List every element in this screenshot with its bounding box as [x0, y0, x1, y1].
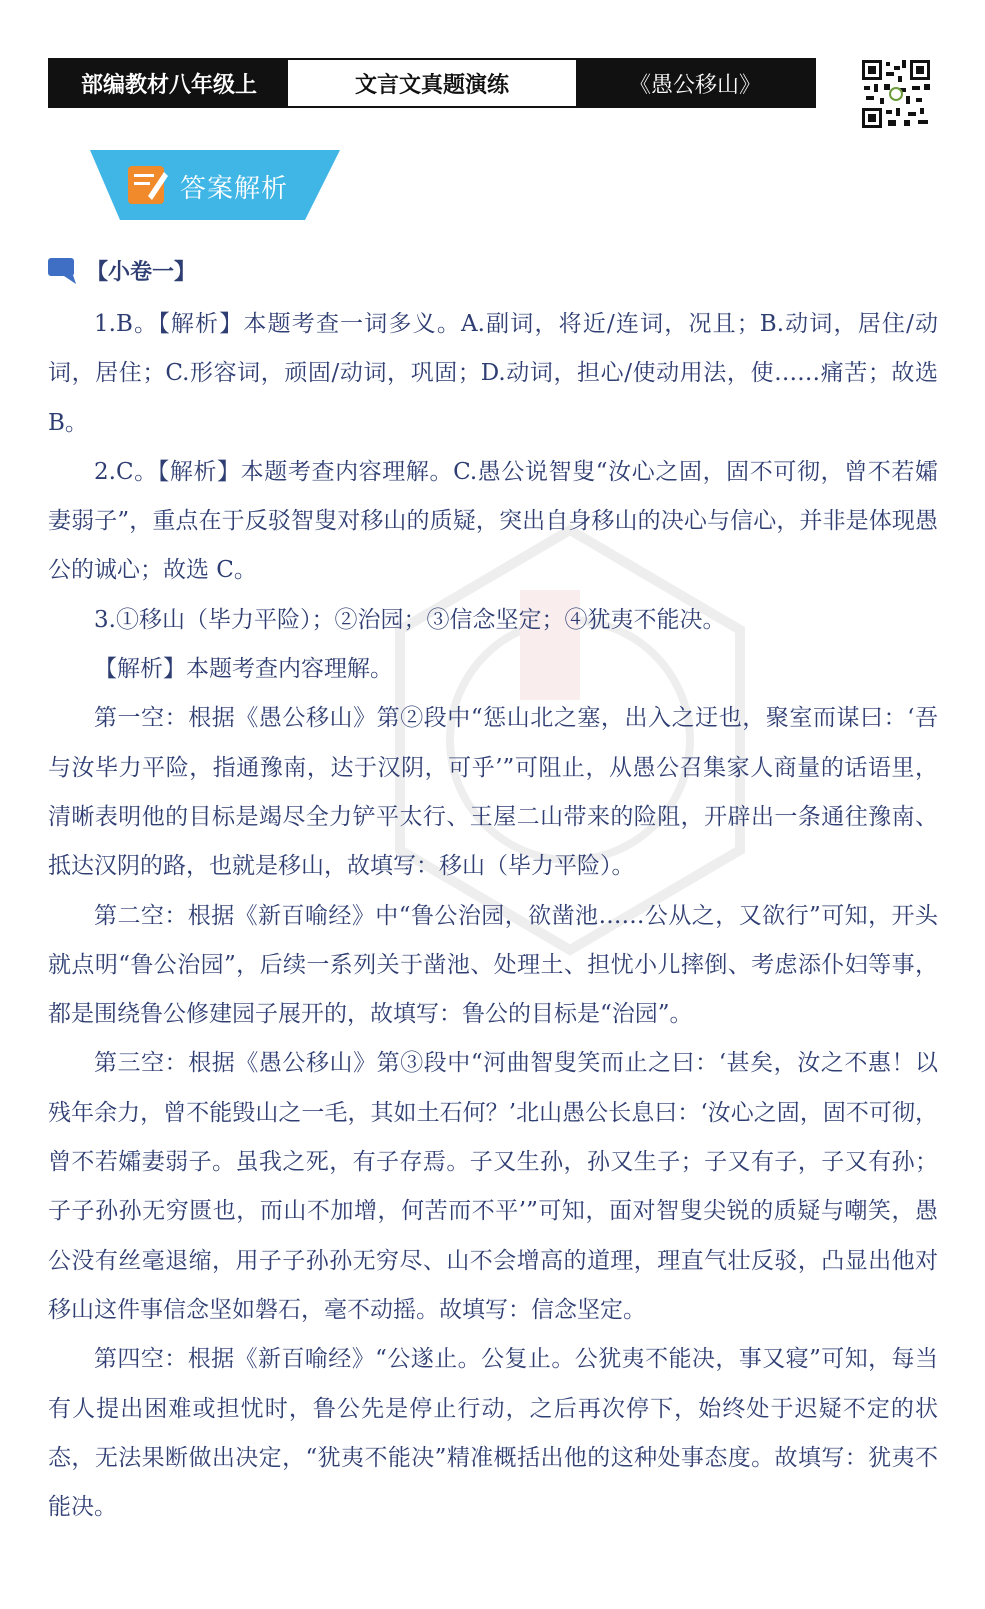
- banner-label: 答案解析: [180, 174, 289, 204]
- answer-content: [48, 300, 938, 1532]
- section-label: 【小卷一】: [86, 260, 197, 285]
- answer-paragraph: 3.①移山（毕力平险）；②治园；③信念坚定；④犹夷不能决。: [94, 606, 726, 633]
- header-grade: 部编教材八年级上: [50, 60, 288, 106]
- header-bar: [48, 58, 816, 108]
- answer-paragraph: 【解析】本题考查内容理解。: [94, 656, 393, 683]
- section-title: [48, 255, 196, 286]
- qr-code-icon: [860, 58, 932, 130]
- answer-paragraph: 第四空：根据《新百喻经》“公遂止。公复止。公犹夷不能决，事又寝”可知，每当有人提出困难或担忧时，鲁公先是停止行动，之后再次停下，始终处于迟疑不定的状态，无法果断做出决定，“犹夷不能决”精准概括出他的这种处事态度。故填写：犹夷不能决。: [48, 1346, 938, 1521]
- answer-paragraph: 2.C。【解析】本题考查内容理解。C.愚公说智叟“汝心之固，固不可彻，曾不若孀妻弱子”，重点在于反驳智叟对移山的质疑，突出自身移山的决心与信心，并非是体现愚公的诚心；故选 C。: [48, 458, 938, 584]
- answer-paragraph: 第三空：根据《愚公移山》第③段中“河曲智叟笑而止之曰：‘甚矣，汝之不惠！以残年余力，曾不能毁山之一毛，其如土石何？’北山愚公长息曰：‘汝心之固，固不可彻，曾不若孀妻弱子。虽我之死，有子存焉。子又生孙，孙又生子；子又有子，子又有孙；子子孙孙无穷匮也，而山不加增，何苦而不平’”可知，面对智叟尖锐的质疑与嘲笑，愚公没有丝毫退缩，用子子孙孙无穷尽、山不会增高的道理，理直气壮反驳，凸显出他对移山这件事信念坚如磐石，毫不动摇。故填写：信念坚定。: [48, 1050, 938, 1323]
- header-topic: 文言文真题演练: [288, 60, 576, 106]
- answer-paragraph: 第一空：根据《愚公移山》第②段中“惩山北之塞，出入之迂也，聚室而谋曰：‘吾与汝毕力平险，指通豫南，达于汉阴，可乎’”可阻止，从愚公召集家人商量的话语里，清晰表明他的目标是竭尽全力铲平太行、王屋二山带来的险阻，开辟出一条通往豫南、抵达汉阴的路，也就是移山，故填写：移山（毕力平险）。: [48, 705, 938, 880]
- speech-bubble-icon: [48, 258, 78, 284]
- header-lesson: 《愚公移山》: [576, 60, 814, 106]
- answer-paragraph: 1.B。【解析】本题考查一词多义。A.副词，将近/连词，况且；B.动词，居住/动词，居住；C.形容词，顽固/动词，巩固；D.动词，担心/使动用法，使……痛苦；故选 B。: [48, 311, 938, 436]
- answer-paragraph: 第二空：根据《新百喻经》中“鲁公治园，欲凿池……公从之，又欲行”可知，开头就点明“鲁公治园”，后续一系列关于凿池、处理土、担忧小儿摔倒、考虑添仆妇等事，都是围绕鲁公修建园子展开的，故填写：鲁公的目标是“治园”。: [48, 902, 938, 1028]
